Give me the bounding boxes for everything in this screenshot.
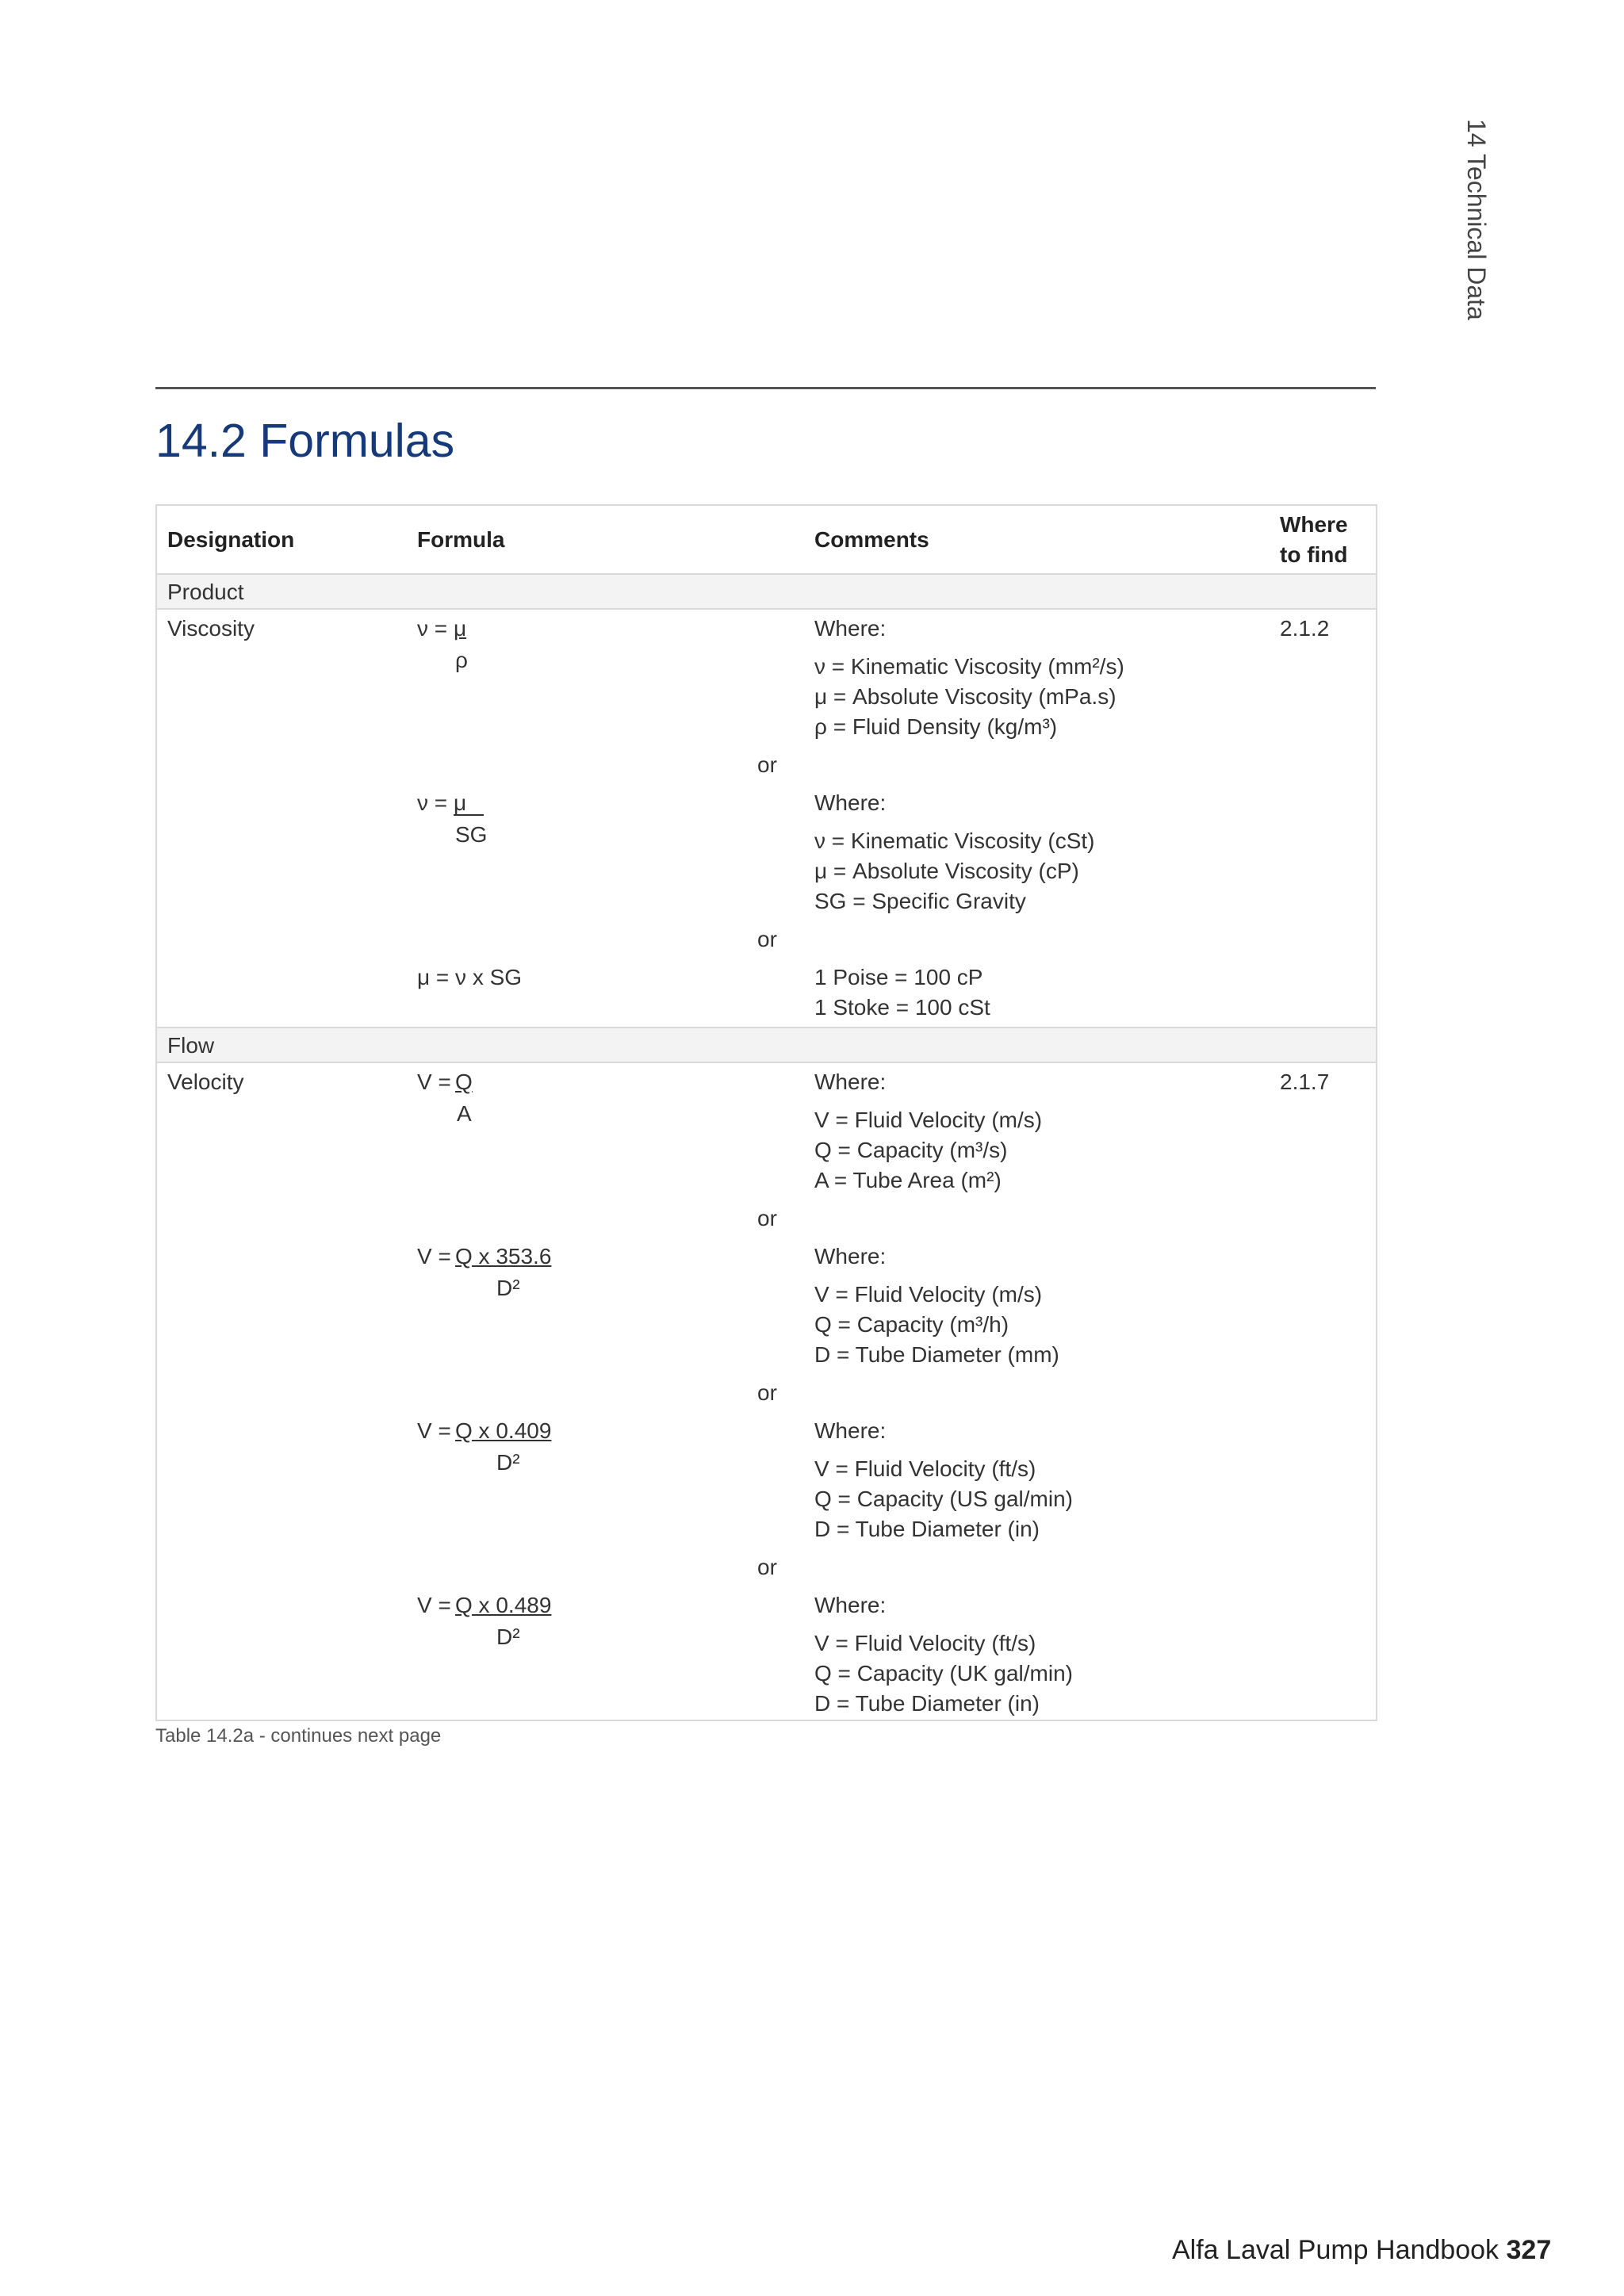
velocity-f3-line: Q = Capacity (US gal/min): [814, 1487, 1073, 1511]
velocity-f1-line: V = Fluid Velocity (m/s): [814, 1108, 1043, 1132]
viscosity-or: or: [757, 752, 777, 777]
chapter-side-tab: 14 Technical Data: [1462, 119, 1491, 320]
header-where-line2: to find: [1280, 542, 1348, 567]
page-footer: [1172, 2235, 1551, 2266]
velocity-f1-line: Q = Capacity (m³/s): [814, 1138, 1008, 1162]
footer-book-title: Alfa Laval Pump Handbook: [1172, 2235, 1500, 2265]
viscosity-f2-denominator: SG: [455, 822, 488, 847]
viscosity-f3-line: 1 Poise = 100 cP: [814, 965, 983, 989]
velocity-designation: Velocity: [167, 1070, 244, 1094]
velocity-or: or: [757, 1206, 777, 1230]
viscosity-f2-lhs: ν =: [417, 790, 448, 815]
viscosity-f2-line: SG = Specific Gravity: [814, 889, 1026, 913]
table-caption: Table 14.2a - continues next page: [155, 1725, 442, 1747]
page-number: 327: [1506, 2235, 1552, 2265]
viscosity-f1-line: ρ = Fluid Density (kg/m³): [814, 714, 1058, 739]
product-band-label: Product: [167, 580, 244, 604]
velocity-f2-line: Q = Capacity (m³/h): [814, 1312, 1009, 1337]
viscosity-f1-lhs: ν =: [417, 616, 448, 641]
flow-band-label: Flow: [167, 1033, 215, 1058]
viscosity-or: or: [757, 927, 777, 951]
velocity-f4-line: V = Fluid Velocity (ft/s): [814, 1631, 1036, 1655]
velocity-f2-numerator: Q x 353.6: [455, 1244, 552, 1269]
velocity-f4-numerator: Q x 0.489: [455, 1593, 552, 1617]
viscosity-f3-formula: μ = ν x SG: [417, 965, 523, 989]
viscosity-f1-numerator: μ: [454, 616, 467, 641]
header-where-line1: Where: [1280, 512, 1348, 537]
viscosity-f1-where: Where:: [814, 616, 887, 641]
velocity-f1-denominator: A: [457, 1101, 472, 1126]
viscosity-f3-line: 1 Stoke = 100 cSt: [814, 995, 990, 1020]
viscosity-f1-line: μ = Absolute Viscosity (mPa.s): [814, 684, 1116, 709]
table-header: [157, 506, 1376, 576]
viscosity-f1-denominator: ρ: [455, 648, 468, 672]
velocity-f3-line: D = Tube Diameter (in): [814, 1517, 1040, 1541]
viscosity-designation: Viscosity: [167, 616, 255, 641]
velocity-f4-where: Where:: [814, 1593, 887, 1617]
velocity-or: or: [757, 1380, 777, 1405]
formulas-table: [155, 504, 1377, 1721]
header-where-to-find: [1280, 510, 1348, 570]
viscosity-f2-where: Where:: [814, 790, 887, 815]
velocity-f2-line: D = Tube Diameter (mm): [814, 1342, 1059, 1367]
viscosity-f2-line: ν = Kinematic Viscosity (cSt): [814, 828, 1095, 853]
title-rule: [155, 387, 1376, 389]
velocity-f3-denominator: D²: [496, 1450, 520, 1475]
flow-band: [157, 1027, 1376, 1063]
header-designation: Designation: [167, 527, 295, 552]
velocity-f4-line: D = Tube Diameter (in): [814, 1691, 1040, 1716]
velocity-f4-line: Q = Capacity (UK gal/min): [814, 1661, 1073, 1686]
product-band: [157, 573, 1376, 610]
velocity-f2-denominator: D²: [496, 1276, 520, 1300]
velocity-or: or: [757, 1555, 777, 1579]
velocity-f2-lhs: V =: [417, 1244, 451, 1269]
velocity-where-to-find: 2.1.7: [1280, 1070, 1330, 1094]
header-comments: Comments: [814, 527, 929, 552]
velocity-f1-lhs: V =: [417, 1070, 451, 1094]
velocity-f2-line: V = Fluid Velocity (m/s): [814, 1282, 1043, 1307]
velocity-f1-line: A = Tube Area (m²): [814, 1168, 1002, 1192]
section-title: 14.2 Formulas: [155, 415, 455, 467]
velocity-f3-where: Where:: [814, 1418, 887, 1443]
velocity-f3-lhs: V =: [417, 1418, 451, 1443]
viscosity-f2-numerator: μ: [454, 788, 484, 816]
velocity-f4-lhs: V =: [417, 1593, 451, 1617]
viscosity-f1-line: ν = Kinematic Viscosity (mm²/s): [814, 654, 1124, 679]
viscosity-where-to-find: 2.1.2: [1280, 616, 1330, 641]
velocity-f3-line: V = Fluid Velocity (ft/s): [814, 1456, 1036, 1481]
header-formula: Formula: [417, 527, 505, 552]
viscosity-f2-line: μ = Absolute Viscosity (cP): [814, 859, 1079, 883]
velocity-f4-denominator: D²: [496, 1624, 520, 1649]
velocity-f1-numerator: Q: [455, 1070, 473, 1094]
velocity-f3-numerator: Q x 0.409: [455, 1418, 552, 1443]
velocity-f1-where: Where:: [814, 1070, 887, 1094]
velocity-f2-where: Where:: [814, 1244, 887, 1269]
